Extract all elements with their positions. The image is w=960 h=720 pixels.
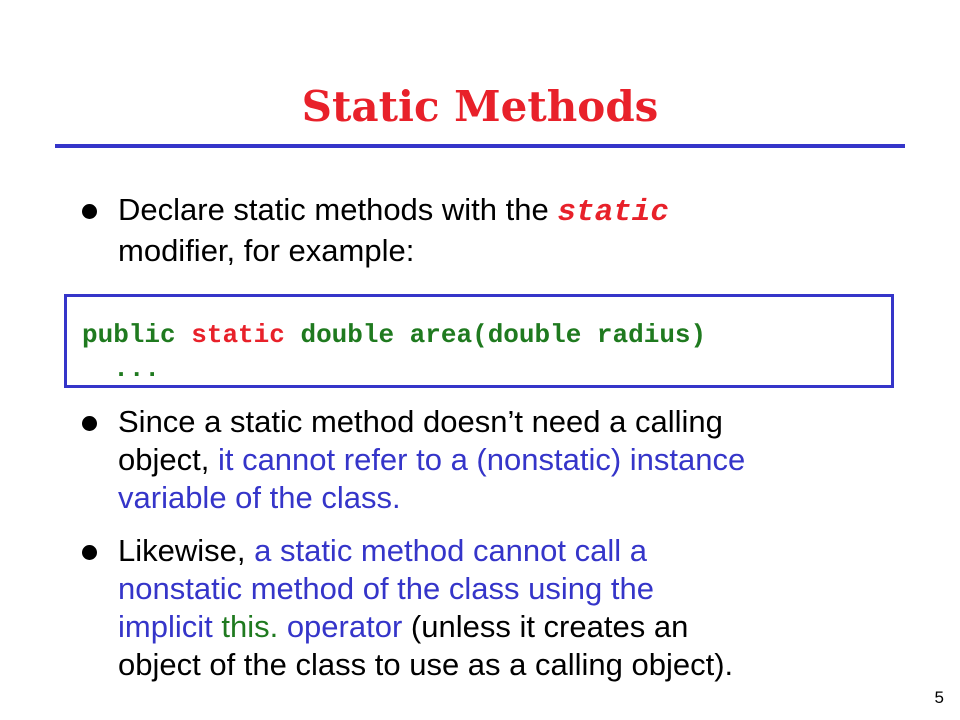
- bullet-1: [118, 191, 918, 270]
- code-public: public: [82, 320, 176, 350]
- bullet-3-rest-1: (unless it creates an: [402, 609, 689, 644]
- bullet-1-text-2: modifier, for example:: [118, 233, 415, 268]
- bullet-1-text: Declare static methods with the: [118, 192, 558, 227]
- code-ellipsis: ...: [113, 354, 161, 384]
- bullet-dot-3: [82, 545, 97, 560]
- this-keyword: this.: [221, 609, 279, 644]
- bullet-2-plain: object,: [118, 442, 218, 477]
- title-underline: [55, 144, 905, 148]
- bullet-3-emphasis-1: a static method cannot call a: [254, 533, 647, 568]
- bullet-2-emphasis-2: variable of the class.: [118, 480, 401, 515]
- bullet-3-emphasis-3: implicit: [118, 609, 222, 644]
- static-keyword: static: [557, 195, 669, 230]
- slide-title: Static Methods: [301, 82, 659, 131]
- bullet-3-rest-2: object of the class to use as a calling object).: [118, 647, 734, 682]
- bullet-3-lead: Likewise,: [118, 533, 255, 568]
- code-signature: double area(double radius): [300, 320, 707, 350]
- bullet-3-emphasis-4: operator: [278, 609, 403, 644]
- bullet-3-emphasis-2: nonstatic method of the class using the: [118, 571, 654, 606]
- code-static: static: [191, 320, 285, 350]
- bullet-2: [118, 403, 918, 517]
- bullet-dot-2: [82, 416, 97, 431]
- bullet-dot-1: [82, 204, 97, 219]
- code-sample: [82, 318, 706, 386]
- page-number: 5: [934, 688, 944, 707]
- bullet-2-line-1: Since a static method doesn’t need a calling: [118, 404, 723, 439]
- bullet-3: [118, 532, 918, 684]
- bullet-2-emphasis-1: it cannot refer to a (nonstatic) instance: [217, 442, 746, 477]
